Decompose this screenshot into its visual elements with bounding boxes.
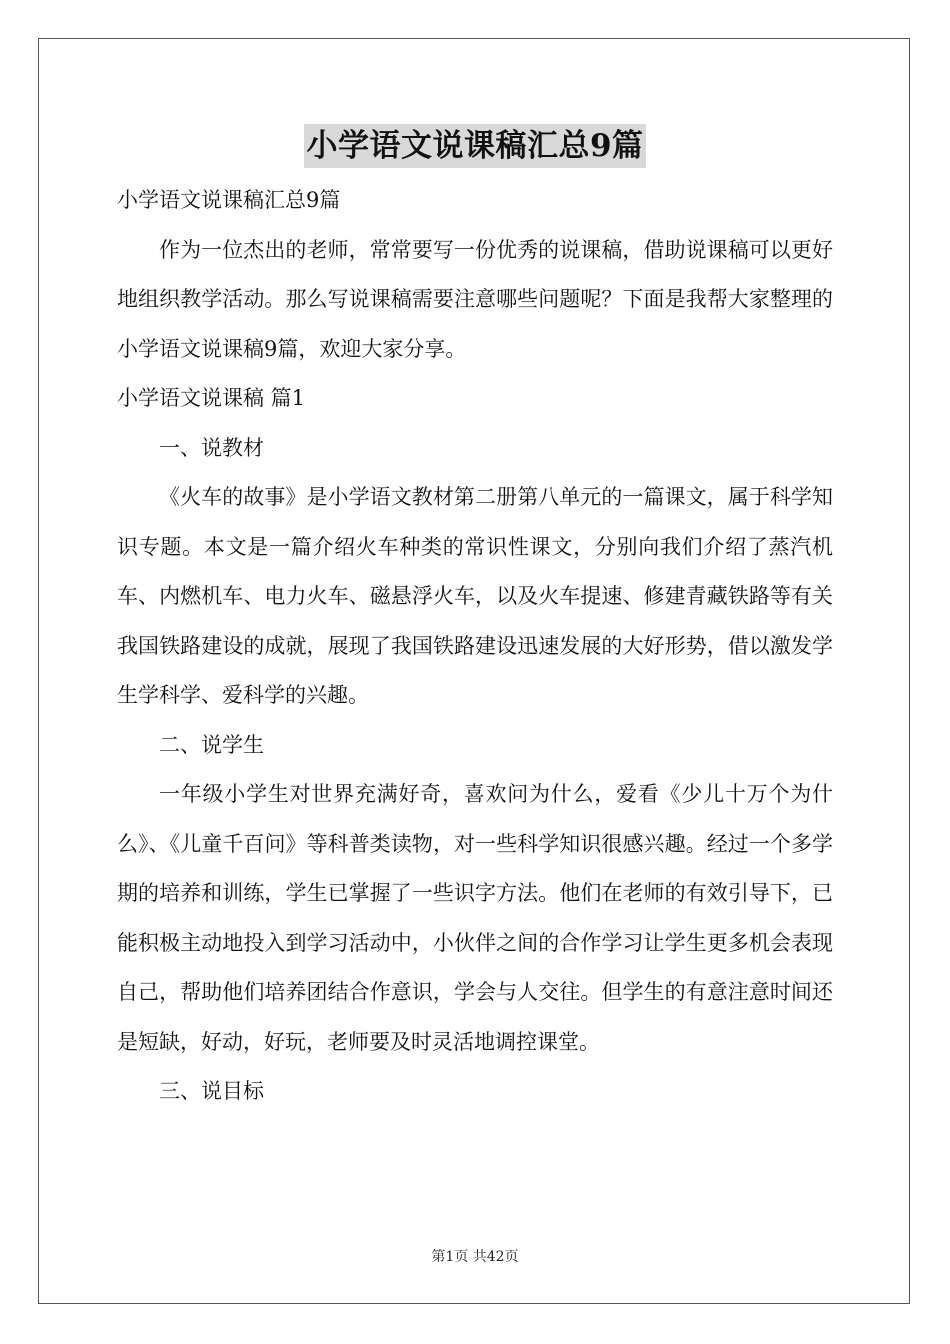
title-container xyxy=(0,124,950,168)
document-body xyxy=(117,176,833,1117)
paragraph: 一年级小学生对世界充满好奇，喜欢问为什么，爱看《少儿十万个为什么》、《儿童千百问》等科普类读物，对一些科学知识很感兴趣。经过一个多学期的培养和训练，学生已掌握了一些识字方法。他们在老师的有效引导下，已能积极主动地投入到学习活动中，小伙伴之间的合作学习让学生更多机会表现自己，帮助他们培养团结合作意识，学会与人交往。但学生的有意注意时间还是短缺，好动，好玩，老师要及时灵活地调控课堂。 xyxy=(117,782,833,1054)
paragraph: 《火车的故事》是小学语文教材第二册第八单元的一篇课文，属于科学知识专题。本文是一篇介绍火车种类的常识性课文，分别向我们介绍了蒸汽机车、内燃机车、电力火车、磁悬浮火车，以及火车提速、修建青藏铁路等有关我国铁路建设的成就，展现了我国铁路建设迅速发展的大好形势，借以激发学生学科学、爱科学的兴趣。 xyxy=(117,485,833,707)
paragraph: 小学语文说课稿汇总9篇 xyxy=(117,188,341,212)
subsection-heading: 三、说目标 xyxy=(159,1079,264,1103)
subsection-heading: 一、说教材 xyxy=(159,435,264,460)
page-footer: 第1页 共42页 xyxy=(431,1249,519,1265)
document-title: 小学语文说课稿汇总9篇 xyxy=(304,124,645,168)
subsection-heading: 二、说学生 xyxy=(159,732,264,757)
section-heading: 小学语文说课稿 篇1 xyxy=(117,386,306,410)
paragraph: 作为一位杰出的老师，常常要写一份优秀的说课稿，借助说课稿可以更好地组织教学活动。那么写说课稿需要注意哪些问题呢？下面是我帮大家整理的小学语文说课稿9篇，欢迎大家分享。 xyxy=(117,237,833,361)
